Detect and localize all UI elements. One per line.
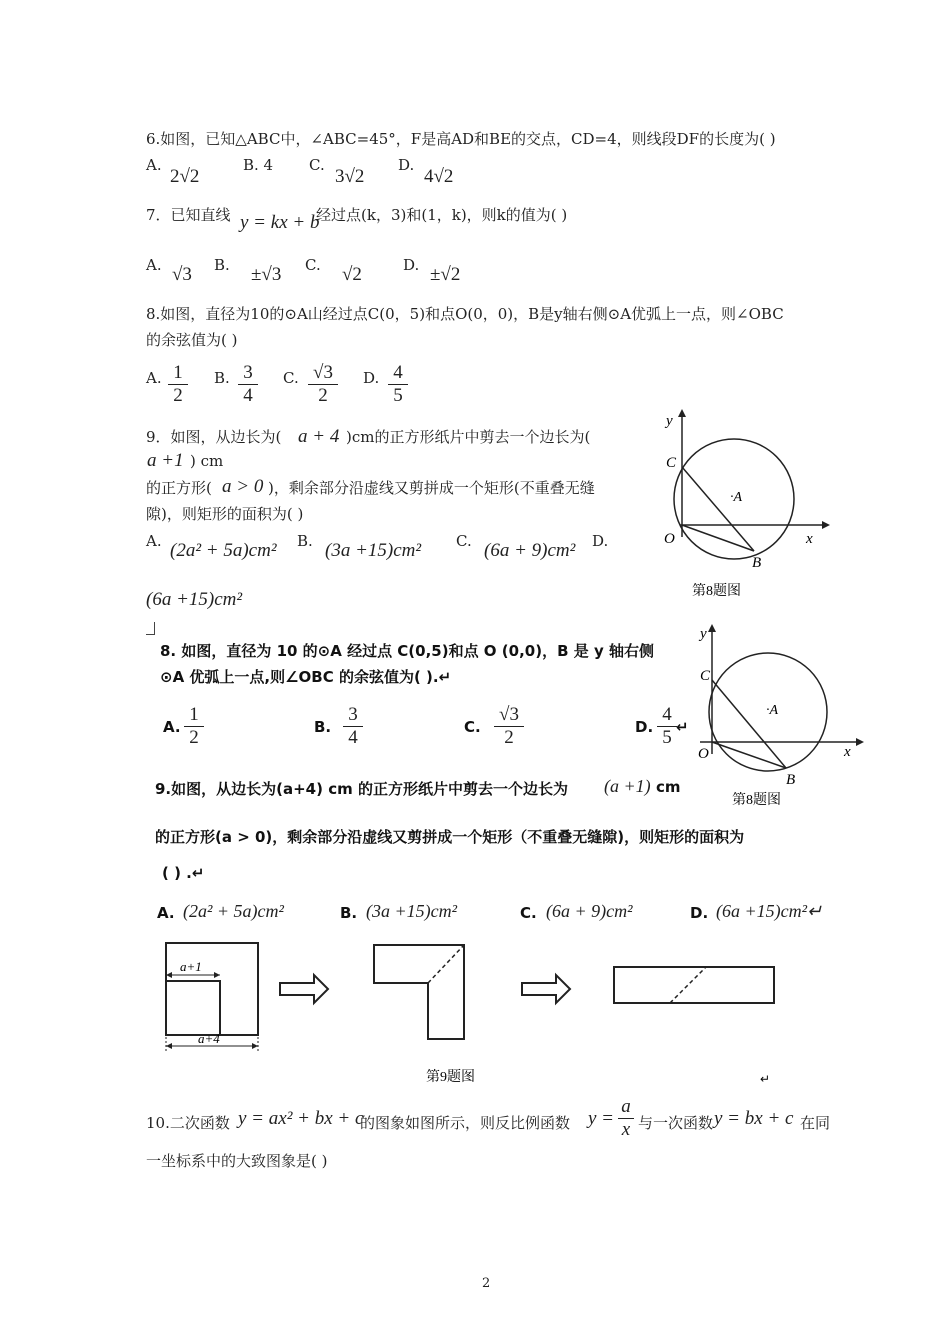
q7-option-d-label: D. [403,256,420,274]
q8-a-num: 1 [173,362,183,383]
q7-option-b-label: B. [214,256,230,274]
q8b-option-d-fraction [657,704,677,749]
label-b: B [752,555,762,571]
figure-8-caption: 第8题图 [692,584,741,599]
q10-frac-den: x [618,1118,634,1141]
label-c: C [666,455,677,471]
q7-stem-post: 经过点(k，3)和(1，k)，则k的值为( ) [316,206,568,224]
label-c: C [700,668,711,684]
q9b-option-a-value: (2a² + 5a)cm² [183,901,284,921]
label-a-plus-1: a+1 [180,959,202,974]
y-axis-arrow-icon [678,409,686,417]
q9-option-a-value: (2a² + 5a)cm² [170,540,277,561]
label-a: ·A [766,703,779,718]
label-o: O [664,531,675,547]
q9b-option-c-value: (6a + 9)cm² [546,901,633,921]
q9b-line1-post: cm [656,778,681,796]
q9b-option-c-label: C. [520,904,537,922]
q9-line2-math: a +1 [147,450,184,471]
q7-stem-pre: 7．已知直线 [146,206,231,224]
q8-option-a-label: A. [146,369,162,387]
x-axis-arrow-icon [822,521,830,529]
q7-option-c-value: √2 [342,264,362,285]
q9b-option-b-label: B. [340,904,358,922]
l-shape-dashed-cut [428,945,464,983]
q10-eq2-pre: y = [588,1108,615,1129]
y-axis-arrow-icon [708,624,716,632]
q8b-option-a-fraction [184,704,204,749]
q8b-option-d-label: D. [635,718,654,736]
corner-mark [146,622,155,635]
q6-stem: 6.如图，已知△ABC中，∠ABC=45°，F是高AD和BE的交点，CD=4，则线段DF的长度为( ) [146,130,776,148]
q10-mid: 的图象如图所示，则反比例函数 [360,1114,571,1132]
q9-line2-post: ) cm [190,452,224,470]
dim-arrow-left-icon [166,1043,172,1049]
rectangle-dashed-cut [670,967,706,1003]
q9b-option-d-label: D. [690,904,709,922]
q9-option-d-value: (6a +15)cm² [146,589,243,610]
q8b-d-num: 4 [662,704,672,725]
q8b-option-c-fraction [494,704,524,749]
q10-pre: 10.二次函数 [146,1114,230,1132]
q7-option-c-label: C. [305,256,321,274]
label-o: O [698,746,709,762]
q8b-line2: ⊙A 优弧上一点,则∠OBC 的余弦值为( ).↵ [160,668,452,686]
q8-line1: 8.如图，直径为10的⊙A山经过点C(0，5)和点O(0，0)，B是y轴右侧⊙A优弧上一点，则∠OBC [146,305,784,323]
q9-line1-post: )cm的正方形纸片中剪去一个边长为( [346,428,591,446]
q9b-line1-pre: 9.如图，从边长为(a+4) cm 的正方形纸片中剪去一个边长为 [155,780,568,798]
q8b-option-b-fraction [343,704,363,749]
q9-line1-math: a + 4 [298,426,340,447]
q8-option-d-fraction [388,362,408,407]
outer-square [166,943,258,1035]
q8b-option-c-label: C. [464,718,481,736]
label-y: y [666,413,673,429]
l-shape [374,945,464,1039]
q9-option-b-label: B. [297,532,313,550]
q8b-d-den: 5 [657,726,677,749]
q9b-line2: 的正方形(a > 0)，剩余部分沿虚线又剪拼成一个矩形（不重叠无缝隙)，则矩形的面积为 [155,828,745,846]
q7-equation: y = kx + b [240,212,320,233]
q7-option-a-value: √3 [172,264,192,285]
figure-9 [150,935,800,1095]
q8b-b-num: 3 [348,704,358,725]
q8b-a-den: 2 [184,726,204,749]
q8-option-b-fraction [238,362,258,407]
q10-frac-num: a [621,1096,631,1117]
right-arrow-icon [280,975,328,1003]
q8-a-den: 2 [168,384,188,407]
label-y: y [700,626,707,642]
dim-arrow-right-icon [214,972,220,978]
q9-line3-post: )，剩余部分沿虚线又剪拼成一个矩形(不重叠无缝 [268,479,595,497]
q8-option-b-label: B. [214,369,230,387]
q9-line3-math: a > 0 [222,476,264,497]
q8-c-num: √3 [313,362,333,383]
q7-option-a-label: A. [146,256,162,274]
q6-option-a-label: A. [146,156,162,174]
q8b-b-den: 4 [343,726,363,749]
label-a-plus-4: a+4 [198,1031,220,1046]
figure-8-bottom [686,618,866,814]
q9-option-d-label: D. [592,532,609,550]
q6-option-c-value: 3√2 [335,166,365,187]
result-rectangle [614,967,774,1003]
q10-eq3: y = bx + c [714,1108,794,1129]
q8b-c-num: √3 [499,704,519,725]
q7-option-d-value: ±√2 [430,264,461,285]
q8-option-c-label: C. [283,369,299,387]
right-arrow-icon [522,975,570,1003]
q9b-option-d-value: (6a +15)cm²↵ [716,901,823,921]
q9b-option-a-label: A. [157,904,175,922]
q9-option-b-value: (3a +15)cm² [325,540,422,561]
q8-d-den: 5 [388,384,408,407]
q9-option-c-value: (6a + 9)cm² [484,540,576,561]
dim-arrow-right-icon [252,1043,258,1049]
return-mark: ↵ [760,1072,771,1086]
q8b-c-den: 2 [494,726,524,749]
label-x: x [806,531,813,547]
label-b: B [786,772,796,788]
q9b-line3: ( ) .↵ [162,864,205,882]
q9-option-a-label: A. [146,532,162,550]
q8-c-den: 2 [308,384,338,407]
q8b-option-b-label: B. [314,718,332,736]
page-number: 2 [482,1276,491,1291]
q9-line1-pre: 9．如图，从边长为( [146,428,282,446]
q9-option-c-label: C. [456,532,472,550]
q8-b-den: 4 [238,384,258,407]
q10-line2: 一坐标系中的大致图象是( ) [146,1152,328,1170]
q10-fraction [618,1096,634,1141]
q7-option-b-value: ±√3 [251,264,282,285]
q8-option-a-fraction [168,362,188,407]
q6-option-d-value: 4√2 [424,166,454,187]
q8-option-c-fraction [308,362,338,407]
x-axis-arrow-icon [856,738,864,746]
q8b-a-num: 1 [189,704,199,725]
figure-8-top [640,405,830,605]
q8-line2: 的余弦值为( ) [146,331,238,349]
q8-b-num: 3 [243,362,253,383]
q8b-option-a-label: A. [163,718,181,736]
cut-square [166,981,220,1035]
q6-option-c-label: C. [309,156,325,174]
figure-9-caption: 第9题图 [426,1070,475,1085]
q8b-line1: 8. 如图，直径为 10 的⊙A 经过点 C(0,5)和点 O (0,0)，B 是 y 轴右侧 [160,642,654,660]
q9b-line1-math: (a +1) [604,776,651,796]
q10-post: 在同 [800,1114,831,1132]
q8b-option-d-mark: ↵ [676,718,689,736]
q6-option-a-value: 2√2 [170,166,200,187]
q6-option-d-label: D. [398,156,415,174]
q8-d-num: 4 [393,362,403,383]
q9-line4: 隙)，则矩形的面积为( ) [146,505,304,523]
q8-option-d-label: D. [363,369,380,387]
q10-mid2: 与一次函数 [638,1114,714,1132]
label-a: ·A [730,490,743,505]
q10-eq1: y = ax² + bx + c [238,1108,364,1129]
figure-8-caption: 第8题图 [732,793,781,808]
q9b-option-b-value: (3a +15)cm² [366,901,458,921]
q6-option-b: B. 4 [243,156,274,174]
q9-line3-pre: 的正方形( [146,479,212,497]
label-x: x [844,744,851,760]
